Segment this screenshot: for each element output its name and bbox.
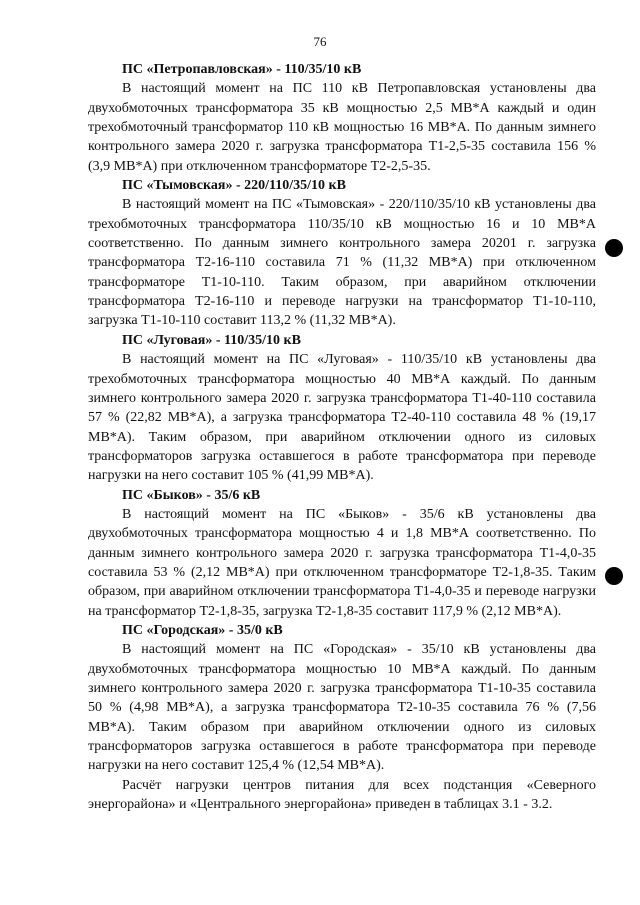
section-heading: ПС «Быков» - 35/6 кВ (122, 487, 261, 503)
document-body (88, 60, 596, 814)
section-heading: ПС «Луговая» - 110/35/10 кВ (122, 332, 301, 348)
section-paragraph: В настоящий момент на ПС 110 кВ Петропавловская установлены два двухобмоточных трансформатора 35 кВ мощностью 2,5 МВ*А каждый и один трехобмоточный трансформатор 110 кВ мощностью 16 МВ*А. По данным зимнего контрольного замера 2020 г. загрузка трансформатора Т1-2,5-35 составила 156 % (3,9 МВ*А) при отключенном трансформаторе Т2-2,5-35. (88, 81, 596, 174)
section-paragraph: В настоящий момент на ПС «Быков» - 35/6 кВ установлены два двухобмоточных трансформатора мощностью 4 и 1,8 МВ*А соответственно. По данным зимнего контрольного замера 2020 г. загрузка трансформатора Т1-4,0-35 составила 53 % (2,12 МВ*А) при отключенном трансформаторе Т2-1,8-35. Таким образом, при аварийном отключении трансформатора Т1-4,0-35 и переводе нагрузки на трансформатор Т2-1,8-35, загрузка Т2-1,8-35 составит 117,9 % (2,12 МВ*А). (88, 506, 596, 619)
punch-hole-mark (605, 239, 623, 257)
section-paragraph: В настоящий момент на ПС «Луговая» - 110/35/10 кВ установлены два трехобмоточных трансформатора мощностью 40 МВ*А каждый. По данным зимнего контрольного замера 2020 г. загрузка трансформатора Т1-40-110 составила 57 % (22,82 МВ*А), а загрузка трансформатора Т2-40-110 составила 48 % (19,17 МВ*А). Таким образом, при аварийном отключении одного из силовых трансформаторов загрузка оставшегося в работе трансформатора при переводе нагрузки на него составит 105 % (41,99 МВ*А). (88, 352, 596, 484)
section-heading: ПС «Городская» - 35/0 кВ (122, 622, 283, 638)
section-paragraph: В настоящий момент на ПС «Городская» - 35/10 кВ установлены два двухобмоточных трансформатора мощностью 10 МВ*А каждый. По данным зимнего контрольного замера 2020 г. загрузка трансформатора Т1-10-35 составила 50 % (4,98 МВ*А), а загрузка трансформатора Т2-10-35 составила 76 % (7,56 МВ*А). Таким образом при аварийном отключении одного из силовых трансформаторов загрузка оставшегося в работе трансформатора при переводе нагрузки на него составит 125,4 % (12,54 МВ*А). (88, 642, 596, 774)
section-paragraph: В настоящий момент на ПС «Тымовская» - 220/110/35/10 кВ установлены два трехобмоточных трансформатора 110/35/10 кВ мощностью 16 и 10 МВ*А соответственно. По данным зимнего контрольного замера 20201 г. загрузка трансформатора Т2-16-110 составила 71 % (11,32 МВ*А) при отключенном трансформаторе Т1-10-110. Таким образом, при аварийном отключении трансформатора Т2-16-110 и переводе нагрузки на трансформатор Т1-10-110, загрузка Т1-10-110 составит 113,2 % (11,32 МВ*А). (88, 197, 596, 329)
section-heading: ПС «Тымовская» - 220/110/35/10 кВ (122, 178, 346, 194)
closing-paragraph: Расчёт нагрузки центров питания для всех подстанция «Северного энергорайона» и «Центрального энергорайона» приведен в таблицах 3.1 - 3.2. (88, 777, 596, 813)
punch-hole-mark (605, 567, 623, 585)
section-heading: ПС «Петропавловская» - 110/35/10 кВ (122, 62, 362, 77)
page-number: 76 (313, 34, 327, 49)
